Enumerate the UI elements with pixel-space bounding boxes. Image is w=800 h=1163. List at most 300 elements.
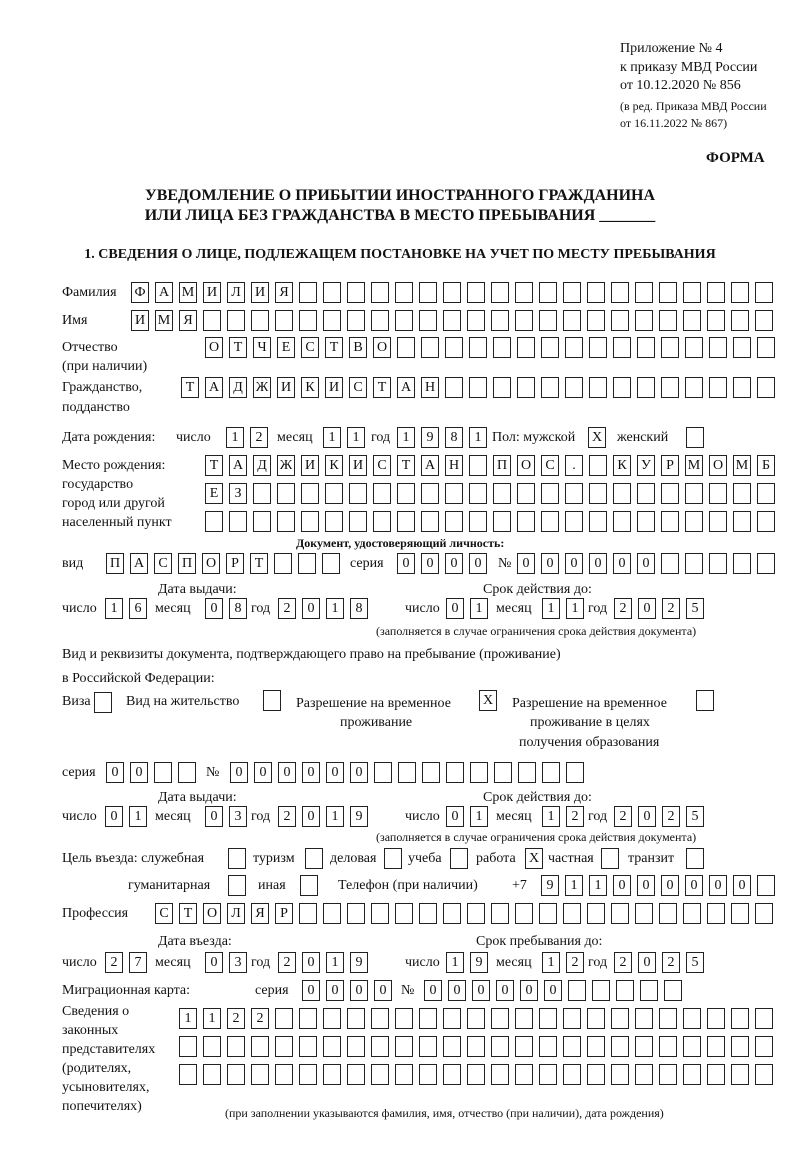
birth-place1-cell[interactable]: У	[637, 455, 655, 476]
profession-cell[interactable]	[539, 903, 557, 924]
doc-kind-cell[interactable]: П	[106, 553, 124, 574]
reps2-cell[interactable]	[395, 1036, 413, 1057]
right-valid-year-cell[interactable]: 2	[614, 806, 632, 827]
name-cell[interactable]	[347, 310, 365, 331]
doc-valid-month-cell[interactable]: 1	[542, 598, 560, 619]
surname-cell[interactable]	[323, 282, 341, 303]
stay-year-cell[interactable]: 5	[686, 952, 704, 973]
birth-place3-cell[interactable]	[517, 511, 535, 532]
p-study-checkbox[interactable]	[450, 848, 468, 869]
surname-cell[interactable]	[299, 282, 317, 303]
surname-cell[interactable]	[563, 282, 581, 303]
doc-number-cell[interactable]: 0	[589, 553, 607, 574]
right-series-cell[interactable]: 0	[130, 762, 148, 783]
surname-cell[interactable]	[419, 282, 437, 303]
right-number-cell[interactable]	[398, 762, 416, 783]
name-cell[interactable]	[419, 310, 437, 331]
mc-number-cell[interactable]	[616, 980, 634, 1001]
doc-series-cell[interactable]: 0	[469, 553, 487, 574]
birth-place2-cell[interactable]	[325, 483, 343, 504]
patronymic-cell[interactable]	[397, 337, 415, 358]
entry-year-cell[interactable]: 2	[278, 952, 296, 973]
right-issue-year-cell[interactable]: 0	[302, 806, 320, 827]
reps1-cell[interactable]	[275, 1008, 293, 1029]
birth-place3-cell[interactable]	[661, 511, 679, 532]
birth-place1-cell[interactable]: К	[325, 455, 343, 476]
birth-place3-cell[interactable]	[253, 511, 271, 532]
birth-place2-cell[interactable]	[685, 483, 703, 504]
reps3-cell[interactable]	[323, 1064, 341, 1085]
doc-kind-cell[interactable]: П	[178, 553, 196, 574]
birth-place2-cell[interactable]	[589, 483, 607, 504]
reps1-cell[interactable]	[755, 1008, 773, 1029]
birth-place1-cell[interactable]: И	[349, 455, 367, 476]
profession-cell[interactable]: С	[155, 903, 173, 924]
birth-place2-cell[interactable]	[397, 483, 415, 504]
stay-month-cell[interactable]: 1	[542, 952, 560, 973]
birth-place2-cell[interactable]	[469, 483, 487, 504]
phone-cell[interactable]: 9	[541, 875, 559, 896]
profession-cell[interactable]	[659, 903, 677, 924]
birth-place3-cell[interactable]	[205, 511, 223, 532]
birth-place2-cell[interactable]	[709, 483, 727, 504]
reps2-cell[interactable]	[491, 1036, 509, 1057]
birth-year-cell[interactable]: 1	[397, 427, 415, 448]
name-cell[interactable]	[371, 310, 389, 331]
birth-place2-cell[interactable]	[445, 483, 463, 504]
entry-day-cell[interactable]: 7	[129, 952, 147, 973]
reps2-cell[interactable]	[587, 1036, 605, 1057]
profession-cell[interactable]	[611, 903, 629, 924]
birth-place3-cell[interactable]	[421, 511, 439, 532]
right-number-cell[interactable]	[446, 762, 464, 783]
name-cell[interactable]	[299, 310, 317, 331]
mc-number-cell[interactable]: 0	[448, 980, 466, 1001]
surname-cell[interactable]	[587, 282, 605, 303]
birth-place3-cell[interactable]	[373, 511, 391, 532]
surname-cell[interactable]	[395, 282, 413, 303]
surname-cell[interactable]: И	[251, 282, 269, 303]
right-number-cell[interactable]	[542, 762, 560, 783]
right-number-cell[interactable]	[494, 762, 512, 783]
surname-cell[interactable]	[491, 282, 509, 303]
name-cell[interactable]	[491, 310, 509, 331]
birth-place2-cell[interactable]	[517, 483, 535, 504]
profession-cell[interactable]: Я	[251, 903, 269, 924]
right-series-cell[interactable]	[154, 762, 172, 783]
reps3-cell[interactable]	[539, 1064, 557, 1085]
patronymic-cell[interactable]	[517, 337, 535, 358]
reps3-cell[interactable]	[443, 1064, 461, 1085]
birth-place1-cell[interactable]: Д	[253, 455, 271, 476]
right-issue-day-cell[interactable]: 0	[105, 806, 123, 827]
doc-number-cell[interactable]: 0	[637, 553, 655, 574]
reps3-cell[interactable]	[227, 1064, 245, 1085]
profession-cell[interactable]	[635, 903, 653, 924]
profession-cell[interactable]	[491, 903, 509, 924]
right-number-cell[interactable]	[470, 762, 488, 783]
right-series-cell[interactable]	[178, 762, 196, 783]
right-valid-month-cell[interactable]: 2	[566, 806, 584, 827]
right-issue-year-cell[interactable]: 9	[350, 806, 368, 827]
mc-series-cell[interactable]: 0	[326, 980, 344, 1001]
birth-place2-cell[interactable]	[637, 483, 655, 504]
patronymic-cell[interactable]	[757, 337, 775, 358]
citizenship-cell[interactable]	[589, 377, 607, 398]
p-business-checkbox[interactable]	[384, 848, 402, 869]
birth-place1-cell[interactable]: Б	[757, 455, 775, 476]
profession-cell[interactable]	[707, 903, 725, 924]
birth-month-cell[interactable]: 1	[347, 427, 365, 448]
mc-number-cell[interactable]	[568, 980, 586, 1001]
mc-number-cell[interactable]	[592, 980, 610, 1001]
doc-number-cell[interactable]	[661, 553, 679, 574]
reps1-cell[interactable]	[347, 1008, 365, 1029]
surname-cell[interactable]	[635, 282, 653, 303]
right-number-cell[interactable]: 0	[326, 762, 344, 783]
right-number-cell[interactable]	[566, 762, 584, 783]
right-number-cell[interactable]	[374, 762, 392, 783]
surname-cell[interactable]	[443, 282, 461, 303]
reps2-cell[interactable]	[299, 1036, 317, 1057]
phone-cell[interactable]: 1	[565, 875, 583, 896]
entry-day-cell[interactable]: 2	[105, 952, 123, 973]
name-cell[interactable]	[275, 310, 293, 331]
patronymic-cell[interactable]: С	[301, 337, 319, 358]
birth-place3-cell[interactable]	[277, 511, 295, 532]
reps3-cell[interactable]	[419, 1064, 437, 1085]
birth-place2-cell[interactable]	[421, 483, 439, 504]
doc-number-cell[interactable]	[733, 553, 751, 574]
birth-place1-cell[interactable]: С	[541, 455, 559, 476]
reps2-cell[interactable]	[275, 1036, 293, 1057]
entry-month-cell[interactable]: 0	[205, 952, 223, 973]
mc-series-cell[interactable]: 0	[302, 980, 320, 1001]
birth-place1-cell[interactable]: К	[613, 455, 631, 476]
reps2-cell[interactable]	[635, 1036, 653, 1057]
patronymic-cell[interactable]	[445, 337, 463, 358]
birth-year-cell[interactable]: 8	[445, 427, 463, 448]
profession-cell[interactable]	[515, 903, 533, 924]
birth-day-cell[interactable]: 1	[226, 427, 244, 448]
birth-place3-cell[interactable]	[325, 511, 343, 532]
stay-day-cell[interactable]: 1	[446, 952, 464, 973]
citizenship-cell[interactable]: И	[277, 377, 295, 398]
right-valid-year-cell[interactable]: 0	[638, 806, 656, 827]
citizenship-cell[interactable]	[637, 377, 655, 398]
right-valid-year-cell[interactable]: 2	[662, 806, 680, 827]
name-cell[interactable]	[467, 310, 485, 331]
birth-place3-cell[interactable]	[757, 511, 775, 532]
surname-cell[interactable]	[683, 282, 701, 303]
patronymic-cell[interactable]: Ч	[253, 337, 271, 358]
surname-cell[interactable]: Ф	[131, 282, 149, 303]
reps1-cell[interactable]	[611, 1008, 629, 1029]
reps3-cell[interactable]	[707, 1064, 725, 1085]
reps3-cell[interactable]	[299, 1064, 317, 1085]
entry-year-cell[interactable]: 1	[326, 952, 344, 973]
reps1-cell[interactable]	[707, 1008, 725, 1029]
citizenship-cell[interactable]	[685, 377, 703, 398]
doc-valid-year-cell[interactable]: 2	[662, 598, 680, 619]
profession-cell[interactable]	[467, 903, 485, 924]
surname-cell[interactable]: А	[155, 282, 173, 303]
sex-female-checkbox[interactable]	[686, 427, 704, 448]
birth-place3-cell[interactable]	[445, 511, 463, 532]
citizenship-cell[interactable]: К	[301, 377, 319, 398]
reps1-cell[interactable]	[371, 1008, 389, 1029]
doc-kind-cell[interactable]: Р	[226, 553, 244, 574]
patronymic-cell[interactable]	[733, 337, 751, 358]
phone-cell[interactable]: 0	[661, 875, 679, 896]
birth-place3-cell[interactable]	[709, 511, 727, 532]
profession-cell[interactable]	[323, 903, 341, 924]
doc-number-cell[interactable]	[757, 553, 775, 574]
right-issue-year-cell[interactable]: 1	[326, 806, 344, 827]
temp-checkbox[interactable]: X	[479, 690, 497, 711]
birth-place1-cell[interactable]: С	[373, 455, 391, 476]
doc-number-cell[interactable]: 0	[613, 553, 631, 574]
citizenship-cell[interactable]	[709, 377, 727, 398]
birth-place1-cell[interactable]: П	[493, 455, 511, 476]
citizenship-cell[interactable]: А	[205, 377, 223, 398]
doc-valid-year-cell[interactable]: 2	[614, 598, 632, 619]
doc-issue-day-cell[interactable]: 6	[129, 598, 147, 619]
birth-place1-cell[interactable]: Т	[397, 455, 415, 476]
reps1-cell[interactable]	[731, 1008, 749, 1029]
right-number-cell[interactable]: 0	[302, 762, 320, 783]
name-cell[interactable]: Я	[179, 310, 197, 331]
doc-series-cell[interactable]: 0	[421, 553, 439, 574]
patronymic-cell[interactable]: Е	[277, 337, 295, 358]
profession-cell[interactable]	[587, 903, 605, 924]
right-series-cell[interactable]: 0	[106, 762, 124, 783]
reps2-cell[interactable]	[443, 1036, 461, 1057]
profession-cell[interactable]	[683, 903, 701, 924]
birth-place2-cell[interactable]	[733, 483, 751, 504]
patronymic-cell[interactable]	[589, 337, 607, 358]
reps2-cell[interactable]	[251, 1036, 269, 1057]
surname-cell[interactable]	[515, 282, 533, 303]
reps3-cell[interactable]	[659, 1064, 677, 1085]
p-private-checkbox[interactable]	[601, 848, 619, 869]
citizenship-cell[interactable]: Т	[181, 377, 199, 398]
name-cell[interactable]: М	[155, 310, 173, 331]
surname-cell[interactable]	[755, 282, 773, 303]
p-transit-checkbox[interactable]	[686, 848, 704, 869]
reps1-cell[interactable]: 2	[227, 1008, 245, 1029]
right-number-cell[interactable]: 0	[278, 762, 296, 783]
mc-series-cell[interactable]: 0	[374, 980, 392, 1001]
doc-kind-cell[interactable]	[322, 553, 340, 574]
reps2-cell[interactable]	[515, 1036, 533, 1057]
reps1-cell[interactable]: 1	[179, 1008, 197, 1029]
reps2-cell[interactable]	[563, 1036, 581, 1057]
stay-day-cell[interactable]: 9	[470, 952, 488, 973]
surname-cell[interactable]: Л	[227, 282, 245, 303]
phone-cell[interactable]: 1	[589, 875, 607, 896]
p-humanitarian-checkbox[interactable]	[228, 875, 246, 896]
reps1-cell[interactable]	[515, 1008, 533, 1029]
p-other-checkbox[interactable]	[300, 875, 318, 896]
surname-cell[interactable]	[707, 282, 725, 303]
patronymic-cell[interactable]: О	[373, 337, 391, 358]
patronymic-cell[interactable]	[685, 337, 703, 358]
phone-cell[interactable]	[757, 875, 775, 896]
right-valid-year-cell[interactable]: 5	[686, 806, 704, 827]
birth-place3-cell[interactable]	[637, 511, 655, 532]
reps1-cell[interactable]	[443, 1008, 461, 1029]
name-cell[interactable]	[611, 310, 629, 331]
patronymic-cell[interactable]	[637, 337, 655, 358]
right-number-cell[interactable]	[518, 762, 536, 783]
right-number-cell[interactable]: 0	[254, 762, 272, 783]
birth-place2-cell[interactable]	[301, 483, 319, 504]
birth-place1-cell[interactable]: А	[421, 455, 439, 476]
visa-checkbox[interactable]	[94, 692, 112, 713]
name-cell[interactable]	[539, 310, 557, 331]
patronymic-cell[interactable]: О	[205, 337, 223, 358]
birth-year-cell[interactable]: 9	[421, 427, 439, 448]
patronymic-cell[interactable]	[661, 337, 679, 358]
phone-cell[interactable]: 0	[637, 875, 655, 896]
reps2-cell[interactable]	[731, 1036, 749, 1057]
reps2-cell[interactable]	[419, 1036, 437, 1057]
doc-kind-cell[interactable]	[298, 553, 316, 574]
doc-series-cell[interactable]: 0	[445, 553, 463, 574]
citizenship-cell[interactable]	[493, 377, 511, 398]
citizenship-cell[interactable]	[445, 377, 463, 398]
stay-year-cell[interactable]: 2	[662, 952, 680, 973]
citizenship-cell[interactable]: Ж	[253, 377, 271, 398]
doc-valid-year-cell[interactable]: 0	[638, 598, 656, 619]
birth-place1-cell[interactable]: Т	[205, 455, 223, 476]
reps1-cell[interactable]	[395, 1008, 413, 1029]
birth-place3-cell[interactable]	[733, 511, 751, 532]
citizenship-cell[interactable]	[613, 377, 631, 398]
birth-place2-cell[interactable]	[277, 483, 295, 504]
patronymic-cell[interactable]	[541, 337, 559, 358]
doc-issue-year-cell[interactable]: 2	[278, 598, 296, 619]
reps2-cell[interactable]	[659, 1036, 677, 1057]
reps3-cell[interactable]	[251, 1064, 269, 1085]
birth-place1-cell[interactable]: Ж	[277, 455, 295, 476]
patronymic-cell[interactable]	[421, 337, 439, 358]
birth-place1-cell[interactable]: М	[733, 455, 751, 476]
reps3-cell[interactable]	[347, 1064, 365, 1085]
patronymic-cell[interactable]: Т	[229, 337, 247, 358]
residence-checkbox[interactable]	[263, 690, 281, 711]
surname-cell[interactable]	[371, 282, 389, 303]
name-cell[interactable]	[659, 310, 677, 331]
reps1-cell[interactable]	[683, 1008, 701, 1029]
birth-place2-cell[interactable]	[565, 483, 583, 504]
reps2-cell[interactable]	[467, 1036, 485, 1057]
birth-place3-cell[interactable]	[685, 511, 703, 532]
stay-month-cell[interactable]: 2	[566, 952, 584, 973]
citizenship-cell[interactable]	[517, 377, 535, 398]
name-cell[interactable]	[443, 310, 461, 331]
doc-issue-year-cell[interactable]: 0	[302, 598, 320, 619]
doc-valid-month-cell[interactable]: 1	[566, 598, 584, 619]
surname-cell[interactable]	[467, 282, 485, 303]
stay-year-cell[interactable]: 2	[614, 952, 632, 973]
doc-issue-month-cell[interactable]: 8	[229, 598, 247, 619]
birth-place2-cell[interactable]	[541, 483, 559, 504]
doc-valid-year-cell[interactable]: 5	[686, 598, 704, 619]
birth-place1-cell[interactable]: О	[709, 455, 727, 476]
name-cell[interactable]	[251, 310, 269, 331]
reps2-cell[interactable]	[323, 1036, 341, 1057]
entry-month-cell[interactable]: 3	[229, 952, 247, 973]
birth-place3-cell[interactable]	[493, 511, 511, 532]
reps1-cell[interactable]	[539, 1008, 557, 1029]
doc-kind-cell[interactable]: Т	[250, 553, 268, 574]
patronymic-cell[interactable]: В	[349, 337, 367, 358]
profession-cell[interactable]	[443, 903, 461, 924]
reps2-cell[interactable]	[203, 1036, 221, 1057]
name-cell[interactable]	[707, 310, 725, 331]
birth-place1-cell[interactable]: .	[565, 455, 583, 476]
profession-cell[interactable]: О	[203, 903, 221, 924]
right-number-cell[interactable]	[422, 762, 440, 783]
right-valid-month-cell[interactable]: 1	[542, 806, 560, 827]
doc-issue-year-cell[interactable]: 8	[350, 598, 368, 619]
entry-year-cell[interactable]: 9	[350, 952, 368, 973]
reps3-cell[interactable]	[683, 1064, 701, 1085]
name-cell[interactable]	[755, 310, 773, 331]
profession-cell[interactable]	[347, 903, 365, 924]
reps3-cell[interactable]	[371, 1064, 389, 1085]
mc-number-cell[interactable]	[640, 980, 658, 1001]
doc-kind-cell[interactable]	[274, 553, 292, 574]
reps1-cell[interactable]	[323, 1008, 341, 1029]
patronymic-cell[interactable]: Т	[325, 337, 343, 358]
phone-cell[interactable]: 0	[709, 875, 727, 896]
doc-number-cell[interactable]: 0	[541, 553, 559, 574]
birth-day-cell[interactable]: 2	[250, 427, 268, 448]
surname-cell[interactable]	[347, 282, 365, 303]
reps3-cell[interactable]	[491, 1064, 509, 1085]
reps1-cell[interactable]: 1	[203, 1008, 221, 1029]
right-number-cell[interactable]: 0	[230, 762, 248, 783]
birth-place2-cell[interactable]	[493, 483, 511, 504]
name-cell[interactable]	[731, 310, 749, 331]
reps3-cell[interactable]	[467, 1064, 485, 1085]
birth-place3-cell[interactable]	[229, 511, 247, 532]
birth-place2-cell[interactable]	[349, 483, 367, 504]
citizenship-cell[interactable]: Н	[421, 377, 439, 398]
reps3-cell[interactable]	[635, 1064, 653, 1085]
name-cell[interactable]	[395, 310, 413, 331]
citizenship-cell[interactable]: Т	[373, 377, 391, 398]
name-cell[interactable]	[203, 310, 221, 331]
p-tourism-checkbox[interactable]	[305, 848, 323, 869]
birth-place2-cell[interactable]	[373, 483, 391, 504]
reps1-cell[interactable]	[563, 1008, 581, 1029]
name-cell[interactable]: И	[131, 310, 149, 331]
surname-cell[interactable]	[539, 282, 557, 303]
reps1-cell[interactable]	[587, 1008, 605, 1029]
citizenship-cell[interactable]	[565, 377, 583, 398]
mc-number-cell[interactable]: 0	[544, 980, 562, 1001]
birth-place3-cell[interactable]	[589, 511, 607, 532]
reps2-cell[interactable]	[227, 1036, 245, 1057]
reps3-cell[interactable]	[731, 1064, 749, 1085]
citizenship-cell[interactable]	[757, 377, 775, 398]
birth-place3-cell[interactable]	[565, 511, 583, 532]
doc-number-cell[interactable]: 0	[517, 553, 535, 574]
